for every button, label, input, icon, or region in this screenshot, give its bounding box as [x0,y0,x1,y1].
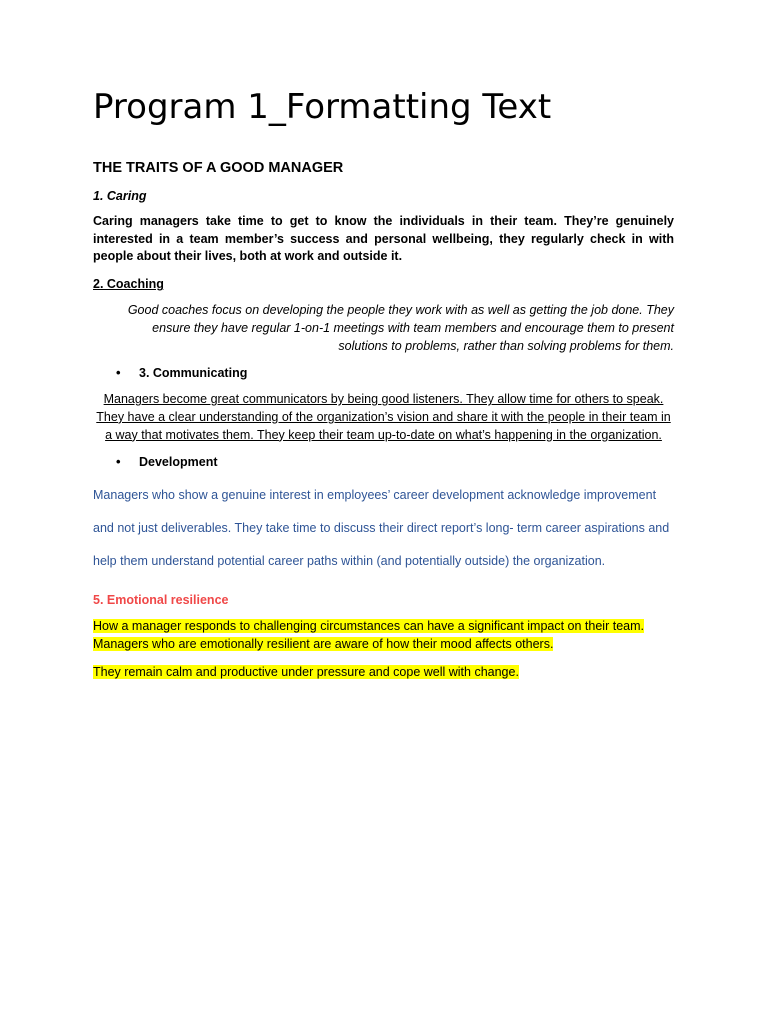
communicating-bullet-item [93,364,674,382]
communicating-subheading: 3. Communicating [139,366,248,381]
section-heading: THE TRAITS OF A GOOD MANAGER [93,160,344,176]
bullet-marker: • [116,454,121,470]
development-paragraph: Managers who show a genuine interest in employees’ career development acknowledge improvement and not just deliverables. They take time to discuss their direct report’s long- term career aspirations and help them understand potential career paths within (and potentially outside) the organization. [93,488,670,569]
coaching-paragraph: Good coaches focus on developing the people they work with as well as getting the job done. They ensure they have regular 1-on-1 meetings with team members and encourage them to present solutions to problems, rather than solving problems for them. [127,303,674,353]
coaching-subheading: 2. Coaching [93,277,164,292]
resilience-paragraph-2 [93,664,674,682]
caring-paragraph: Caring managers take time to get to know the individuals in their team. They’re genuinely interested in a team member’s success and personal wellbeing, they regularly check in with people about their lives, both at work and outside it. [93,214,674,264]
communicating-paragraph: Managers become great communicators by being good listeners. They allow time for others to speak. They have a clear understanding of the organization’s vision and share it with the people in their team in a way that motivates them. They keep their team up-to-date on what’s happening in the organization. [96,392,671,442]
development-bullet-item [93,453,674,471]
document-title: Program 1_Formatting Text [93,87,552,127]
resilience-subheading: 5. Emotional resilience [93,593,229,608]
resilience-paragraph-1 [93,618,674,653]
development-subheading: Development [139,455,218,470]
bullet-marker: • [116,365,121,381]
highlighted-text: They remain calm and productive under pressure and cope well with change. [93,664,519,679]
caring-subheading: 1. Caring [93,189,147,203]
highlighted-text: How a manager responds to challenging circumstances can have a significant impact on their team. Managers who are emotionally resilient are aware of how their mood affects others. [93,619,644,652]
